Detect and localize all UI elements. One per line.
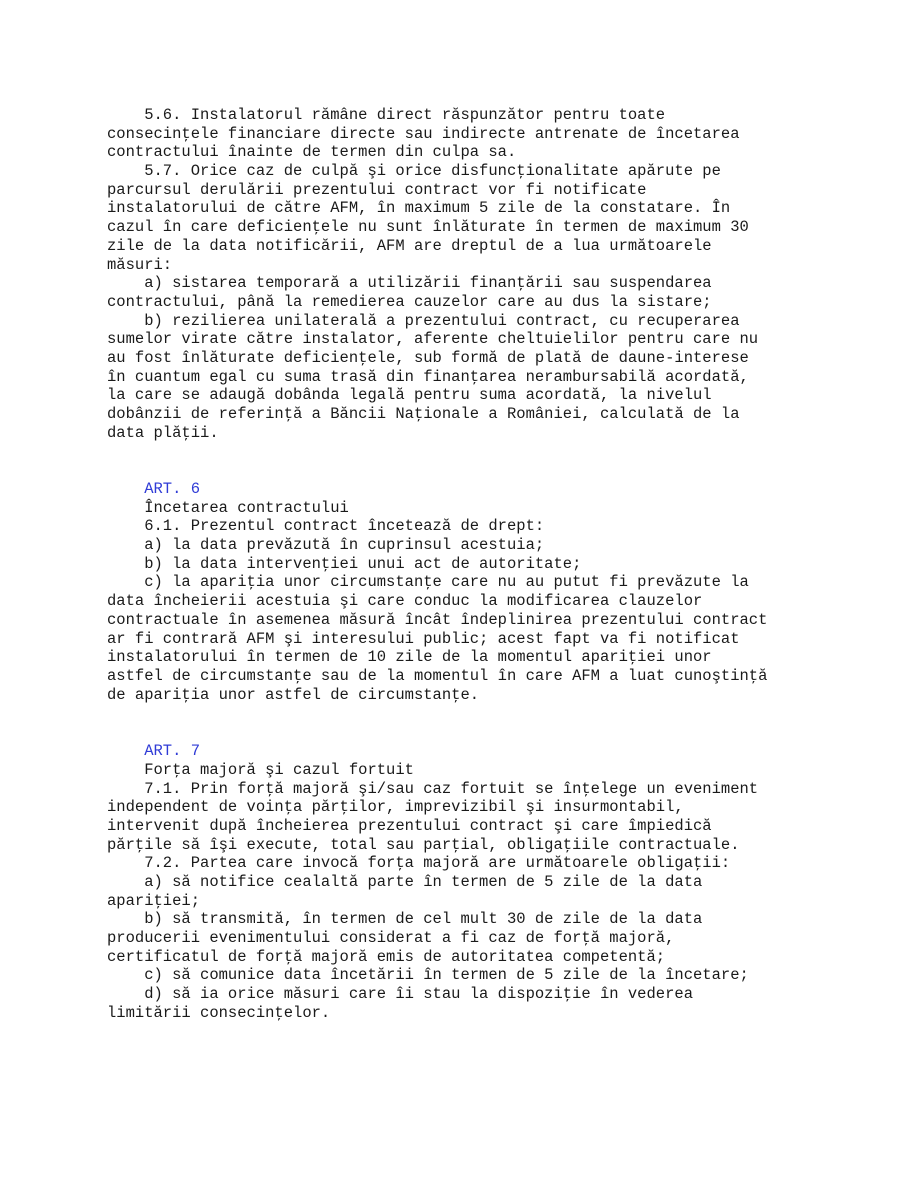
text-line: la care se adaugă dobânda legală pentru suma acordată, la nivelul	[107, 386, 712, 404]
text-line: limitării consecinţelor.	[107, 1004, 331, 1022]
text-line: în cuantum egal cu suma trasă din finanţarea nerambursabilă acordată,	[107, 368, 749, 386]
text-line: intervenit după încheierea prezentului contract şi care împiedică	[107, 817, 712, 835]
text-line: consecinţele financiare directe sau indirecte antrenate de încetarea	[107, 125, 740, 143]
text-line: 7.1. Prin forţă majoră şi/sau caz fortuit se înţelege un eveniment	[107, 780, 759, 798]
text-line: contractului înainte de termen din culpa sa.	[107, 143, 517, 161]
text-line: b) rezilierea unilaterală a prezentului contract, cu recuperarea	[107, 312, 740, 330]
text-line: d) să ia orice măsuri care îi stau la dispoziţie în vederea	[107, 985, 693, 1003]
text-line: 5.6. Instalatorul rămâne direct răspunzător pentru toate	[107, 106, 666, 124]
text-line: părţile să îşi execute, total sau parţial, obligaţiile contractuale.	[107, 836, 740, 854]
text-line: b) la data intervenţiei unui act de autoritate;	[107, 555, 582, 573]
text-line: a) să notifice cealaltă parte în termen de 5 zile de la data	[107, 873, 703, 891]
text-line: c) să comunice data încetării în termen de 5 zile de la încetare;	[107, 966, 749, 984]
text-line: contractului, până la remedierea cauzelor care au dus la sistare;	[107, 293, 712, 311]
text-line: a) la data prevăzută în cuprinsul acestuia;	[107, 536, 545, 554]
article-7-heading[interactable]: ART. 7	[107, 742, 201, 760]
text-line: sumelor virate către instalator, aferente cheltuielilor pentru care nu	[107, 330, 759, 348]
text-line: data plăţii.	[107, 424, 219, 442]
text-line: apariţiei;	[107, 892, 201, 910]
text-line: 7.2. Partea care invocă forţa majoră are următoarele obligaţii:	[107, 854, 731, 872]
text-line: 6.1. Prezentul contract încetează de drept:	[107, 517, 545, 535]
text-line: au fost înlăturate deficienţele, sub formă de plată de daune-interese	[107, 349, 749, 367]
text-line: măsuri:	[107, 256, 173, 274]
article-7-title: Forţa majoră şi cazul fortuit	[107, 761, 414, 779]
text-line: data încheierii acestuia şi care conduc la modificarea clauzelor	[107, 592, 703, 610]
text-line: b) să transmită, în termen de cel mult 30 de zile de la data	[107, 910, 703, 928]
text-line: producerii evenimentului considerat a fi caz de forţă majoră,	[107, 929, 675, 947]
text-line: certificatul de forţă majoră emis de autoritatea competentă;	[107, 948, 666, 966]
article-6-title: Încetarea contractului	[107, 499, 349, 517]
text-line: astfel de circumstanţe sau de la momentul în care AFM a luat cunoştinţă	[107, 667, 768, 685]
text-line: instalatorului de către AFM, în maximum 5 zile de la constatare. În	[107, 199, 731, 217]
text-line: ar fi contrară AFM şi interesului public; acest fapt va fi notificat	[107, 630, 740, 648]
text-line: independent de voinţa părţilor, imprevizibil şi insurmontabil,	[107, 798, 684, 816]
text-line: parcursul derulării prezentului contract vor fi notificate	[107, 181, 647, 199]
text-line: zile de la data notificării, AFM are dreptul de a lua următoarele	[107, 237, 712, 255]
text-line: a) sistarea temporară a utilizării finanţării sau suspendarea	[107, 274, 712, 292]
text-line: contractuale în asemenea măsură încât îndeplinirea prezentului contract	[107, 611, 768, 629]
text-line: instalatorului în termen de 10 zile de la momentul apariţiei unor	[107, 648, 712, 666]
text-line: cazul în care deficienţele nu sunt înlăturate în termen de maximum 30	[107, 218, 749, 236]
text-line: de apariţia unor astfel de circumstanţe.	[107, 686, 480, 704]
article-6-heading[interactable]: ART. 6	[107, 480, 201, 498]
text-line: dobânzii de referinţă a Băncii Naţionale a României, calculată de la	[107, 405, 740, 423]
text-line: 5.7. Orice caz de culpă şi orice disfuncţionalitate apărute pe	[107, 162, 721, 180]
text-line: c) la apariţia unor circumstanţe care nu au putut fi prevăzute la	[107, 573, 749, 591]
